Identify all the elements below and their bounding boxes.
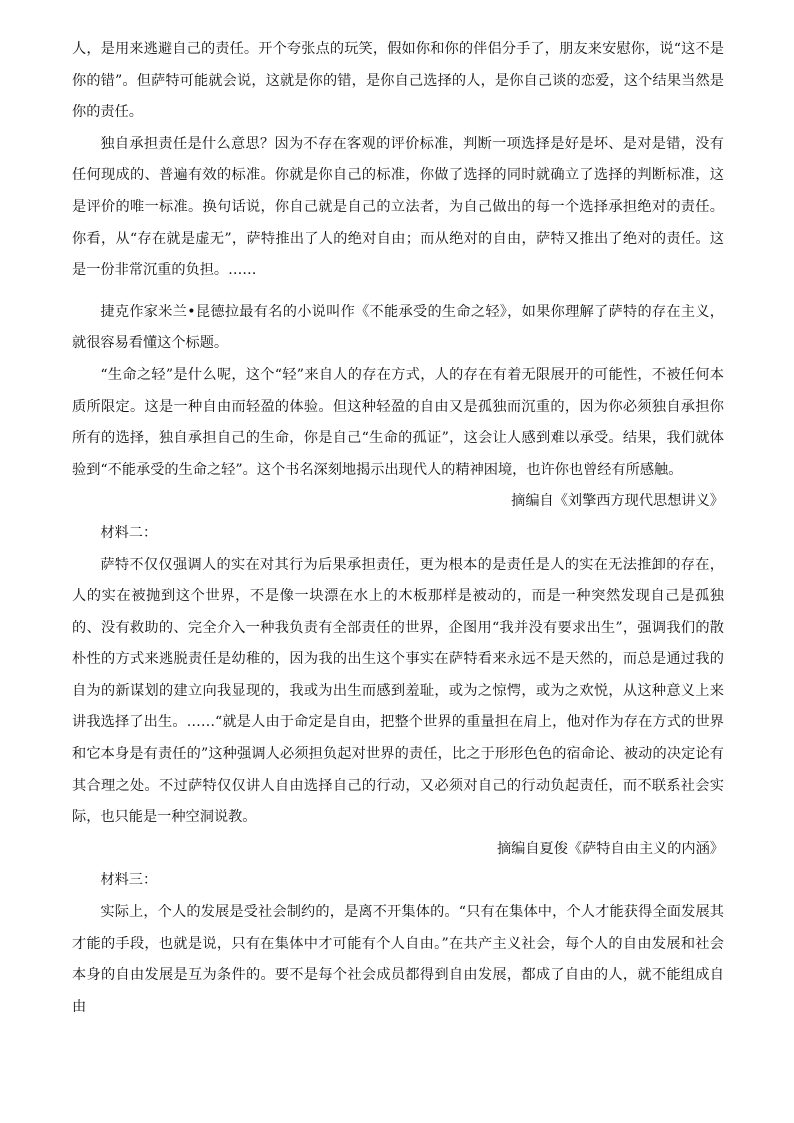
document-page [72,34,724,1023]
paragraph-continued: 人，是用来逃避自己的责任。开个夸张点的玩笑，假如你和你的伴侣分手了，朋友来安慰你，说“这不是你的错”。但萨特可能就会说，这就是你的错，是你自己选择的人，是你自己谈的恋爱，这个结果当然是你的责任。 [72,41,724,121]
paragraph-lightness-of-being: “生命之轻”是什么呢，这个“轻”来自人的存在方式，人的存在有着无限展开的可能性，不被任何本质所限定。这是一种自由而轻盈的体验。但这种轻盈的自由又是孤独而沉重的，因为你必须独自承担你所有的选择，独自承担自己的生命，你是自己“生命的孤证”，这会让人感到难以承受。结果，我们就体验到“不能承受的生命之轻”。这个书名深刻地揭示出现代人的精神困境，也许你也曾经有所感触。 [72,366,724,478]
source-citation-2: 摘编自夏俊《萨特自由主义的内涵》 [496,840,724,857]
material-two-heading: 材料二： [100,524,158,541]
paragraph-material-two: 萨特不仅仅强调人的实在对其行为后果承担责任，更为根本的是责任是人的实在无法推卸的存在，人的实在被抛到这个世界，不是像一块漂在水上的木板那样是被动的，而是一种突然发现自己是孤独的、没有救助的、完全介入一种我负责有全部责任的世界，企图用“我并没有要求出生”，强调我们的散朴性的方式来逃脱责任是幼稚的，因为我的出生这个事实在萨特看来永远不是天然的，而总是通过我的自为的新谋划的建立向我显现的，我或为出生而感到羞耻，或为之惊愕，或为之欢悦，从这种意义上来讲我选择了出生。……“就是人由于命定是自由，把整个世界的重量担在肩上，他对作为存在方式的世界和它本身是有责任的”这种强调人必须担负起对世界的责任，比之于形形色色的宿命论、被动的决定论有其合理之处。不过萨特仅仅讲人自由选择自己的行动，又必须对自己的行动负起责任，而不联系社会实际，也只能是一种空洞说教。 [72,556,724,826]
paragraph-material-three: 实际上，个人的发展是受社会制约的，是离不开集体的。“只有在集体中，个人才能获得全面发展其才能的手段，也就是说，只有在集体中才可能有个人自由。”在共产主义社会，每个人的自由发展和社会本身的自由发展是互为条件的。要不是每个社会成员都得到自由发展，都成了自由的人，就不能组成自由 [72,904,724,1015]
paragraph-kundera: 捷克作家米兰•昆德拉最有名的小说叫作《不能承受的生命之轻》，如果你理解了萨特的存在主义，就很容易看懂这个标题。 [72,303,724,352]
paragraph-responsibility: 独自承担责任是什么意思？因为不存在客观的评价标准，判断一项选择是好是坏、是对是错，没有任何现成的、普遍有效的标准。你就是你自己的标准，你做了选择的同时就确立了选择的判断标准，这是评价的唯一标准。换句话说，你自己就是自己的立法者，为自己做出的每一个选择承担绝对的责任。你看，从“存在就是虚无”，萨特推出了人的绝对自由；而从绝对的自由，萨特又推出了绝对的责任。这是一份非常沉重的负担。…… [72,135,724,279]
material-three-heading: 材料三： [100,872,158,889]
source-citation-1: 摘编自《刘擎西方现代思想讲义》 [511,493,724,510]
